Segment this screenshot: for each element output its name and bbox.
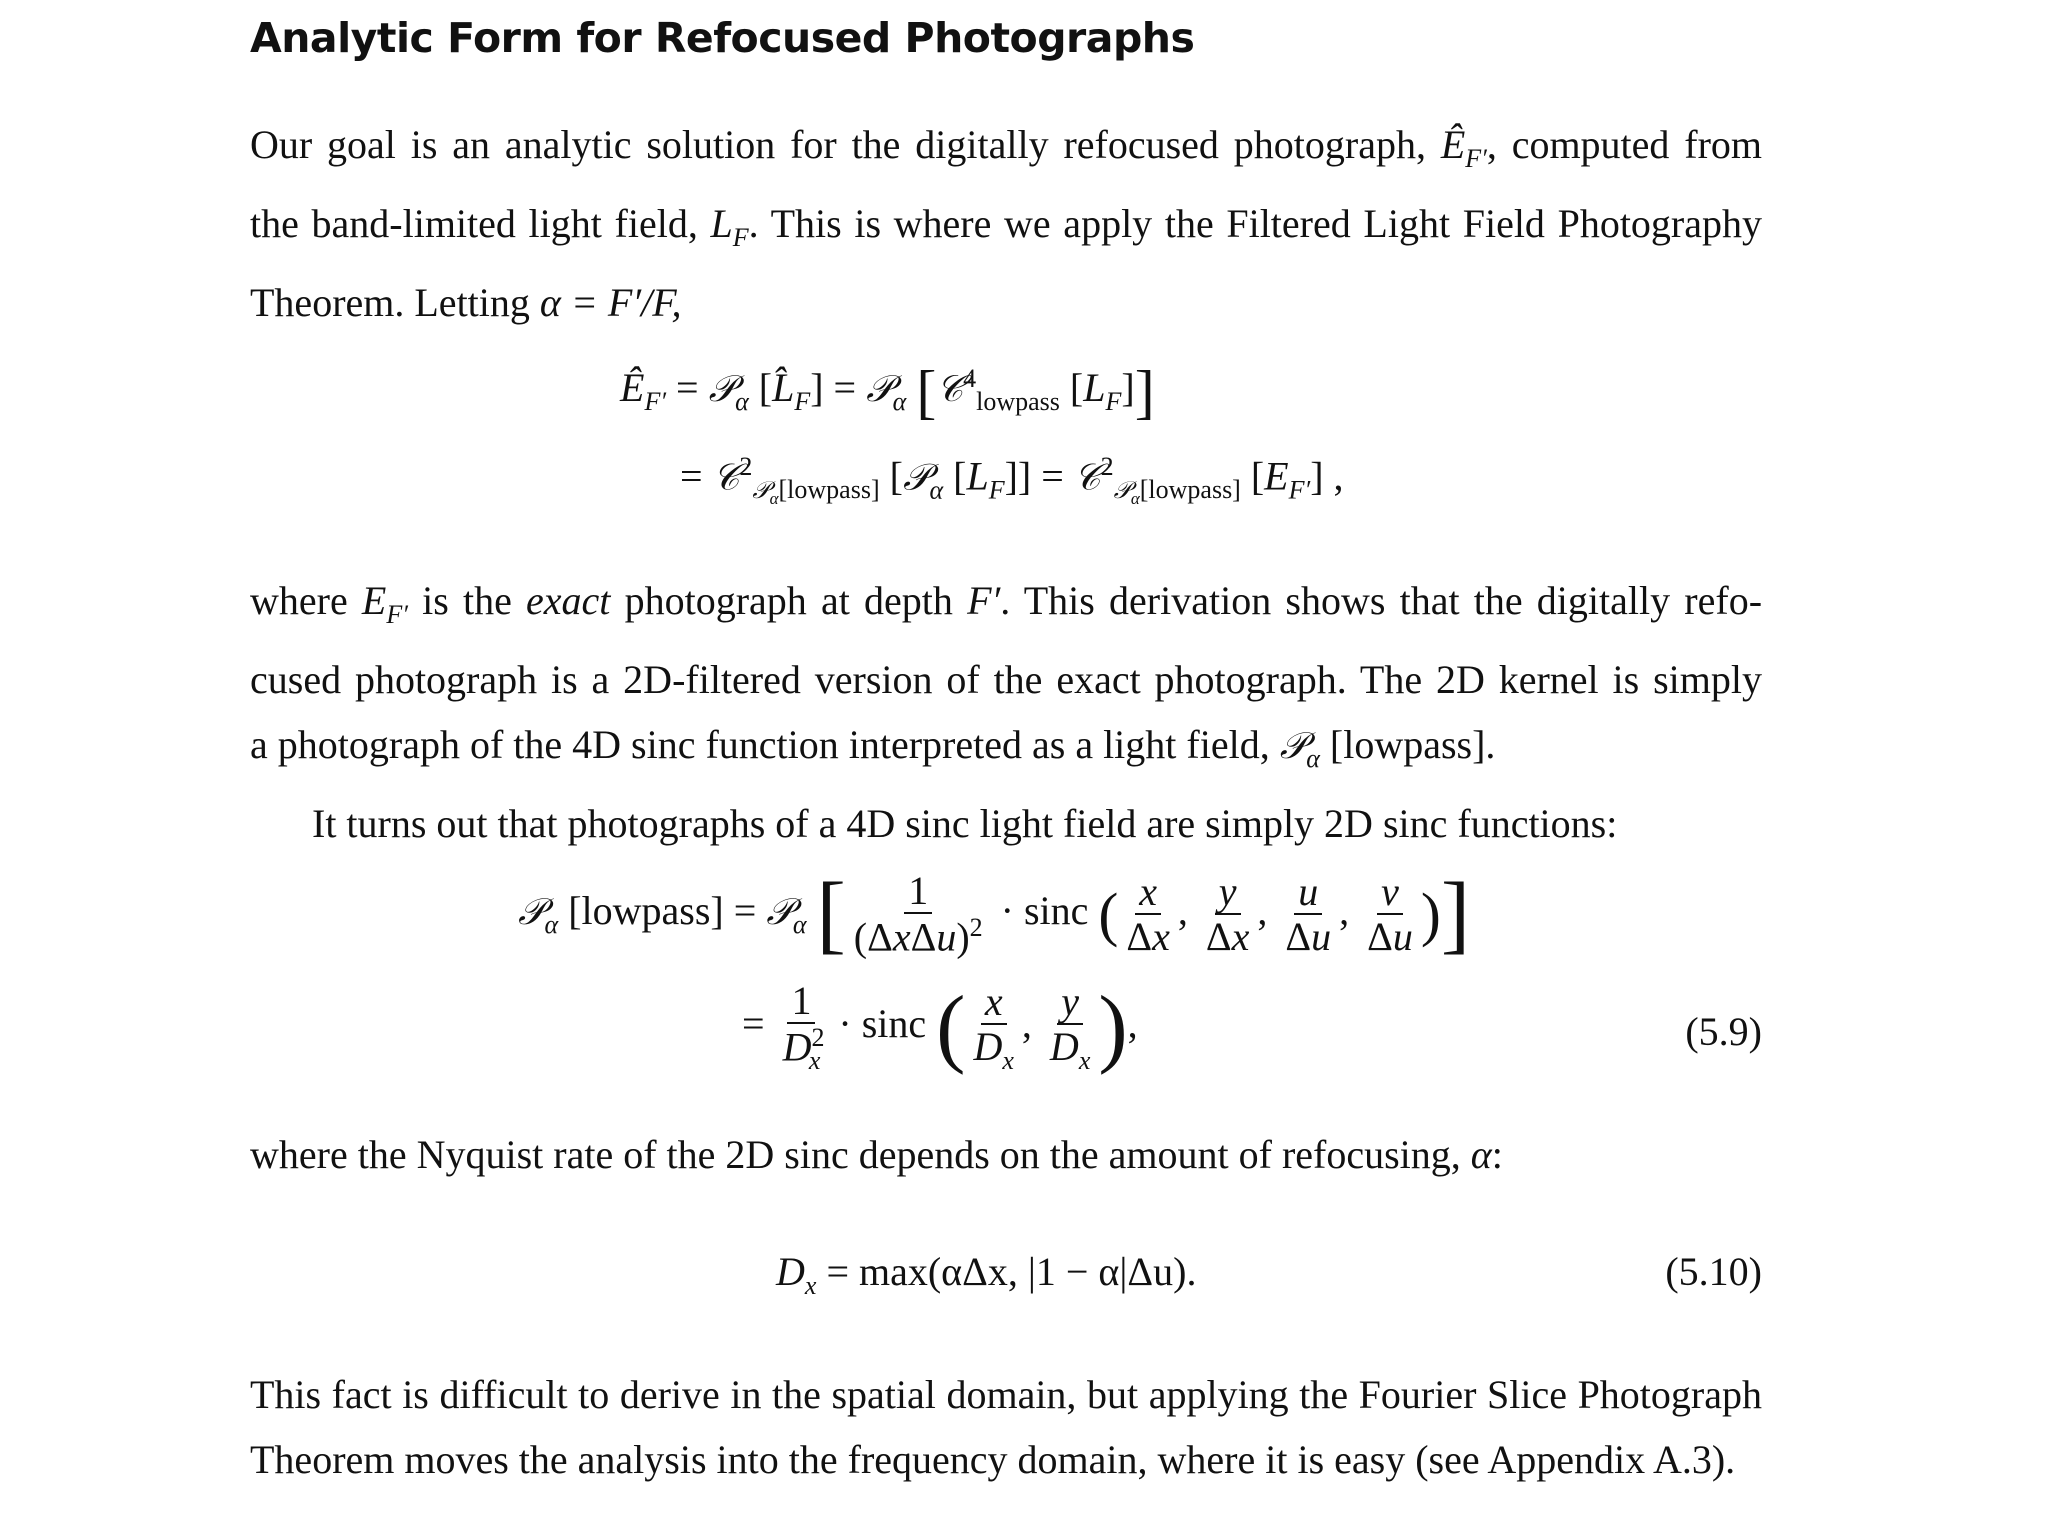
- equation-number-5-10: (5.10): [1665, 1249, 1762, 1294]
- equation-number-5-9: (5.9): [1685, 1009, 1762, 1054]
- paragraph-conclusion: This fact is difficult to derive in the spatial domain, but applying the Fourier Slice Photograph Theorem moves the analysis into the frequency domain, where it is easy (see Appendix A.3).: [250, 1372, 1762, 1482]
- equation-refocus-row1: $Ê_{F'}$ = 𝒫$_\alpha$ $[L̂_F]$ = 𝒫$_\alpha$ [𝒞$^4_{lowpass}$ $[L_F]$]: [620, 359, 1155, 425]
- equation-refocus-row2: = 𝒞$^2_{𝒫_\alpha[lowpass]}$ [𝒫$_\alpha$ $[L_F]$] = 𝒞$^2_{𝒫_\alpha[lowpass]}$ $[E_{F'}]$ ,: [680, 452, 1344, 509]
- equation-sinc-row2: = $\frac{1}{D^2_x}$ · sinc ( $\frac{x}{D_x}$ , $\frac{y}{D_x}$ ),: [742, 978, 1138, 1076]
- paragraph-intro: Our goal is an analytic solution for the digitally refocused photograph, $Ê_{F'}$, computed from the band-limited light field, $L_F$. This is where we apply the Filtered Light Field Photography Theorem. Letting α = F′/F,: [250, 122, 1763, 325]
- paragraph-nyquist: where the Nyquist rate of the 2D sinc depends on the amount of refocusing, α:: [250, 1132, 1503, 1177]
- section-heading: Analytic Form for Refocused Photographs: [250, 14, 1195, 62]
- equation-sinc-row1: 𝒫$_\alpha$ [lowpass] = 𝒫$_\alpha$ [ $\frac{1}{(\Delta x\Delta u)^2}$ · sinc ( $\frac{x}{\Delta x}$ , $\frac{y}{\Delta x}$ , $\frac{u}{\Delta u}$ , $\frac{v}{\Delta u}$ )]: [518, 865, 1471, 963]
- paragraph-derivation: where $E_{F'}$ is the exact photograph at depth F′. This derivation shows that the digitally refo- cused photograph is a 2D-filtered version of the exact photograph. The 2D kernel is simply a photograph of the 4D sinc function interpreted as a light field, 𝒫$_\alpha$ [lowpass]. It turns out that photographs of a 4D sinc light field are simply 2D sinc functions:: [250, 578, 1763, 846]
- equation-nyquist-rate: $D_x = \max(\alpha\Delta x$, |1 − α|Δu).: [776, 1249, 1197, 1300]
